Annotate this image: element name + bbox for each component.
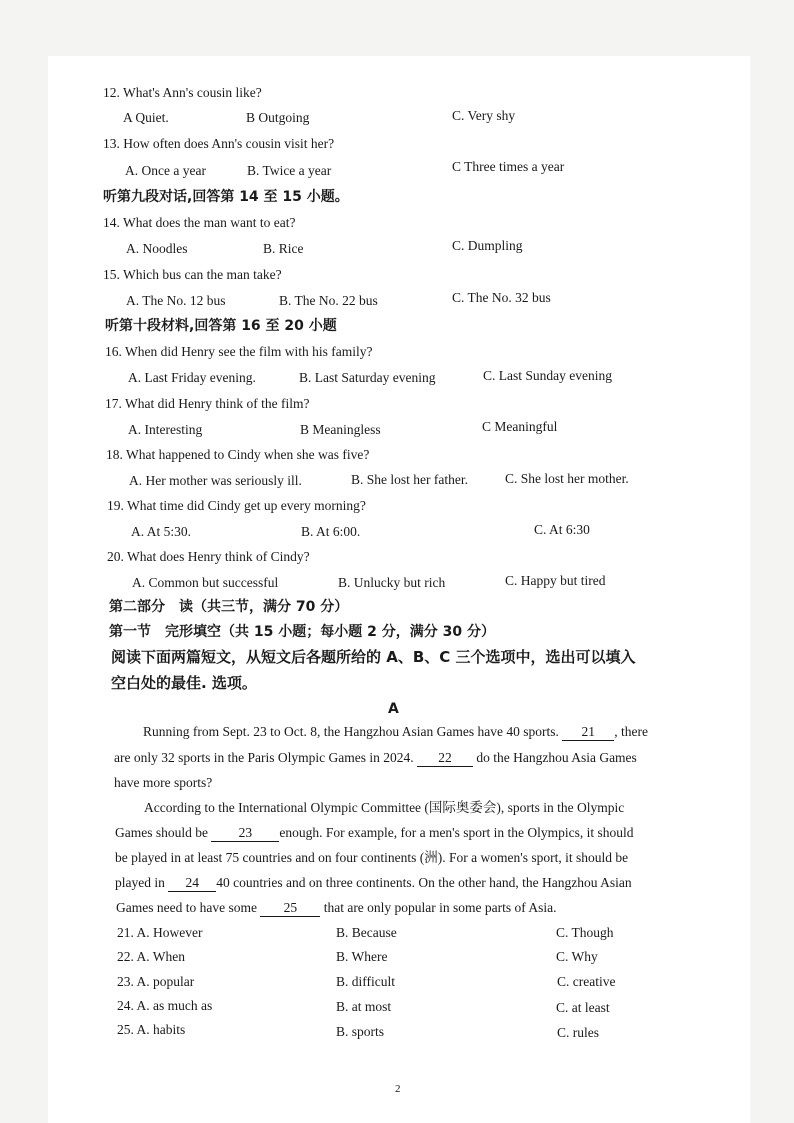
opt24-c: C. at least bbox=[556, 1000, 610, 1015]
passage-text: are only 32 sports in the Paris Olympic Games in 2024. bbox=[114, 750, 414, 765]
question-13: 13. How often does Ann's cousin visit her? bbox=[103, 136, 335, 151]
q13-option-c: C Three times a year bbox=[452, 159, 565, 174]
q20-option-b: B. Unlucky but rich bbox=[338, 575, 446, 590]
opt21-a: 21. A. However bbox=[117, 925, 203, 940]
passage-text: that are only popular in some parts of Asia. bbox=[323, 900, 557, 915]
opt25-a: 25. A. habits bbox=[117, 1022, 186, 1037]
cloze-instruction-line1: 阅读下面两篇短文，从短文后各题所给的 A、B、C 三个选项中，选出可以填入 bbox=[111, 648, 636, 666]
instruction-material-10: 听第十段材料,回答第 16 至 20 小题 bbox=[105, 318, 337, 334]
question-15: 15. Which bus can the man take? bbox=[103, 267, 282, 282]
question-20: 20. What does Henry think of Cindy? bbox=[107, 549, 310, 564]
passage-line: According to the International Olympic Committee (国际奥委会), sports in the Olympic bbox=[144, 800, 625, 815]
opt24-b: B. at most bbox=[336, 999, 392, 1014]
question-16: 16. When did Henry see the film with his family? bbox=[105, 344, 373, 359]
opt25-c: C. rules bbox=[557, 1025, 599, 1040]
q17-option-a: A. Interesting bbox=[128, 422, 203, 437]
q18-option-b: B. She lost her father. bbox=[351, 472, 468, 487]
q14-option-b: B. Rice bbox=[263, 241, 304, 256]
passage-text: Running from Sept. 23 to Oct. 8, the Hangzhou Asian Games have 40 sports. bbox=[143, 724, 559, 739]
q19-option-b: B. At 6:00. bbox=[301, 524, 361, 539]
question-12: 12. What's Ann's cousin like? bbox=[103, 85, 262, 100]
q17-option-b: B Meaningless bbox=[300, 422, 381, 437]
blank-21: 21 bbox=[562, 724, 614, 741]
q16-option-c: C. Last Sunday evening bbox=[483, 368, 612, 383]
passage-text: Games need to have some bbox=[116, 900, 257, 915]
q12-option-a: A Quiet. bbox=[123, 110, 169, 125]
passage-text: 40 countries and on three continents. On the other hand, the Hangzhou Asian bbox=[216, 875, 632, 890]
passage-text: played in bbox=[115, 875, 165, 890]
passage-line bbox=[143, 723, 648, 741]
passage-line bbox=[116, 899, 557, 917]
passage-text: , there bbox=[614, 724, 648, 739]
q15-option-c: C. The No. 32 bus bbox=[452, 290, 551, 305]
question-18: 18. What happened to Cindy when she was five? bbox=[106, 447, 370, 462]
opt22-b: B. Where bbox=[336, 949, 388, 964]
q20-option-c: C. Happy but tired bbox=[505, 573, 606, 588]
q14-option-c: C. Dumpling bbox=[452, 238, 523, 253]
opt25-b: B. sports bbox=[336, 1024, 385, 1039]
q18-option-c: C. She lost her mother. bbox=[505, 471, 629, 486]
passage-text: enough. For example, for a men's sport in the Olympics, it should bbox=[279, 825, 634, 840]
passage-text: do the Hangzhou Asia Games bbox=[476, 750, 637, 765]
opt24-a: 24. A. as much as bbox=[117, 998, 213, 1013]
opt23-b: B. difficult bbox=[336, 974, 395, 989]
q19-option-c: C. At 6:30 bbox=[534, 522, 590, 537]
q15-option-a: A. The No. 12 bus bbox=[126, 293, 226, 308]
blank-25: 25 bbox=[260, 900, 320, 917]
q12-option-c: C. Very shy bbox=[452, 108, 516, 123]
passage-line bbox=[115, 824, 634, 842]
question-14: 14. What does the man want to eat? bbox=[103, 215, 296, 230]
passage-label: A bbox=[388, 701, 399, 717]
question-17: 17. What did Henry think of the film? bbox=[105, 396, 310, 411]
blank-22: 22 bbox=[417, 750, 473, 767]
q14-option-a: A. Noodles bbox=[126, 241, 188, 256]
instruction-dialogue-9: 听第九段对话,回答第 14 至 15 小题。 bbox=[103, 189, 349, 205]
opt21-b: B. Because bbox=[336, 925, 397, 940]
cloze-instruction-line2: 空白处的最佳. 选项。 bbox=[111, 674, 257, 692]
passage-text: Games should be bbox=[115, 825, 208, 840]
opt22-c: C. Why bbox=[556, 949, 598, 964]
q13-option-b: B. Twice a year bbox=[247, 163, 332, 178]
section1-heading: 第一节 完形填空（共 15 小题；每小题 2 分，满分 30 分） bbox=[109, 624, 495, 640]
opt21-c: C. Though bbox=[556, 925, 614, 940]
q17-option-c: C Meaningful bbox=[482, 419, 558, 434]
passage-line: have more sports? bbox=[114, 775, 213, 790]
q20-option-a: A. Common but successful bbox=[132, 575, 279, 590]
opt23-c: C. creative bbox=[557, 974, 616, 989]
q19-option-a: A. At 5:30. bbox=[131, 524, 192, 539]
opt23-a: 23. A. popular bbox=[117, 974, 195, 989]
question-19: 19. What time did Cindy get up every morning? bbox=[107, 498, 366, 513]
q13-option-a: A. Once a year bbox=[125, 163, 206, 178]
q16-option-a: A. Last Friday evening. bbox=[128, 370, 256, 385]
blank-24: 24 bbox=[168, 875, 216, 892]
part2-heading: 第二部分 读（共三节，满分 70 分） bbox=[109, 599, 349, 615]
opt22-a: 22. A. When bbox=[117, 949, 185, 964]
q16-option-b: B. Last Saturday evening bbox=[299, 370, 436, 385]
passage-line bbox=[115, 874, 632, 892]
q15-option-b: B. The No. 22 bus bbox=[279, 293, 378, 308]
passage-line: be played in at least 75 countries and on four continents (洲). For a women's sport, it should be bbox=[115, 850, 629, 865]
blank-23: 23 bbox=[211, 825, 279, 842]
page-number: 2 bbox=[395, 1083, 401, 1095]
q12-option-b: B Outgoing bbox=[246, 110, 310, 125]
passage-line bbox=[114, 749, 637, 767]
q18-option-a: A. Her mother was seriously ill. bbox=[129, 473, 302, 488]
